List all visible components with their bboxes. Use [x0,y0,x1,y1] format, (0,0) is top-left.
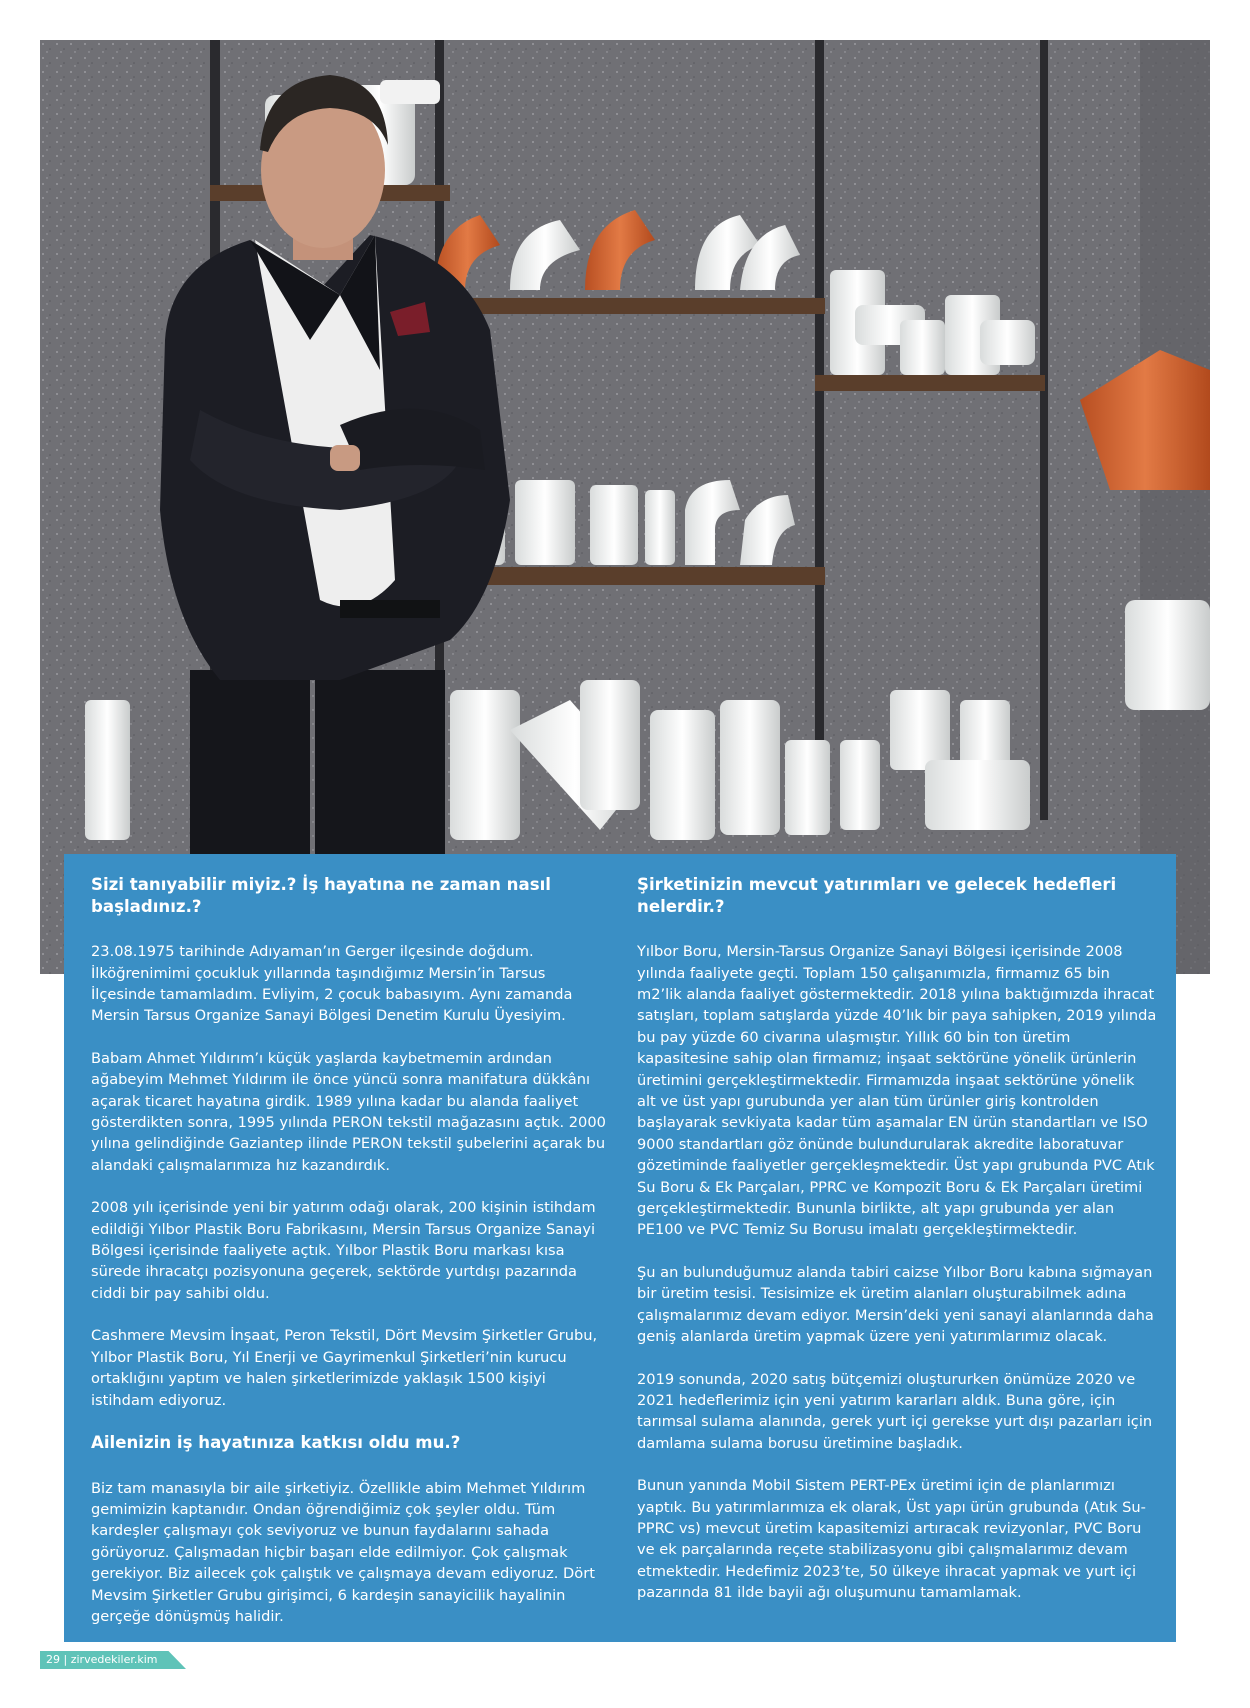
interview-panel [64,854,1176,1642]
page-number: 29 [46,1653,60,1666]
question-heading: Ailenizin iş hayatınıza katkısı oldu mu.? [91,1432,461,1452]
answer-paragraph: 2008 yılı içerisinde yeni bir yatırım odağı olarak, 200 kişinin istihdam edildiği Yılbor Plastik Boru Fabrikasını, Mersin Tarsus Organize Sanayi Bölgesi içerisinde faaliyete açtık. Yılbor Plastik Boru markası kısa sürede ihracatçı pozisyonuna geçerek, sektörde yurtdışı pazarında ciddi bir pay sahibi oldu. [91,1199,596,1302]
hero-photo [40,40,1210,974]
man-with-pipe-fittings-photo [40,40,1210,974]
question-heading: Sizi tanıyabilir miyiz.? İş hayatına ne zaman nasıl başladınız.? [91,875,551,916]
answer-paragraph: 2019 sonunda, 2020 satış bütçemizi oluştururken önümüze 2020 ve 2021 hedeflerimiz için yeni yatırım kararları aldık. Buna göre, için tarımsal sulama alanında, gerek yurt içi gerekse yurt dışı pazarları için damlama sulama borusu üretimine başladık. [637,1370,1153,1452]
site-name: zirvedekiler.kim [70,1653,158,1666]
answer-paragraph: Cashmere Mevsim İnşaat, Peron Tekstil, Dört Mevsim Şirketler Grubu, Yılbor Plastik Boru, Yıl Enerji ve Gayrimenkul Şirketleri’nin kurucu ortaklığını yaptım ve halen şirketlerimizde yaklaşık 1500 kişiyi istihdam ediyoruz. [91,1327,598,1409]
separator: | [63,1653,68,1666]
answer-paragraph: Babam Ahmet Yıldırım’ı küçük yaşlarda kaybetmemin ardından ağabeyim Mehmet Yıldırım ile önce yüncü sonra manifatura dükkânı açarak ticaret hayatına girdik. 1989 yılına kadar bu alanda faaliyet gösterdikten sonra, 1995 yılında PERON tekstil mağazasını açtık. 2000 yılına gelindiğinde Gaziantep ilinde PERON tekstil şubelerini açarak bu alandaki çalışmalarımıza hız kazandırdık. [91,1049,606,1174]
answer-paragraph: Şu an bulunduğumuz alanda tabiri caizse Yılbor Boru kabına sığmayan bir üretim tesisi. Tesisimize ek üretim alanları oluşturabilmek adına çalışmalarımız devam ediyor. Mersin’deki yeni sanayi alanlarında daha geniş alanlarda üretim yapmak üzere yeni yatırımlarımız olacak. [637,1263,1154,1346]
footer-text [46,1653,158,1666]
answer-paragraph: Bunun yanında Mobil Sistem PERT-PEx üretimi için de planlarımızı yaptık. Bu yatırımlarımıza ek olarak, Üst yapı ürün grubunda (Atık Su-PPRC vs) mevcut üretim kapasitemizi artıracak revizyonlar, PVC Boru ve ek parçalarında reçete stabilizasyonu gibi çalışmalarımız devam etmektedir. Hedefimiz 2023’te, 50 ülkeye ihracat yapmak ve yurt içi pazarında 81 ilde bayii ağı oluşumunu tamamlamak. [637,1477,1146,1602]
question-heading: Şirketinizin mevcut yatırımları ve gelecek hedefleri nelerdir.? [637,875,1117,916]
right-column [637,874,1157,1625]
left-column [91,874,611,1648]
page-footer [40,1651,186,1669]
answer-paragraph: 23.08.1975 tarihinde Adıyaman’ın Gerger ilçesinde doğdum. İlköğrenimimi çocukluk yıllarında taşındığımız Mersin’in Tarsus İlçesinde tamamladım. Evliyim, 2 çocuk babasıyım. Aynı zamanda Mersin Tarsus Organize Sanayi Bölgesi Denetim Kurulu Üyesiyim. [91,943,573,1025]
answer-paragraph: Yılbor Boru, Mersin-Tarsus Organize Sanayi Bölgesi içerisinde 2008 yılında faaliyete geçti. Toplam 150 çalışanımızla, firmamız 65 bin m2’lik alanda faaliyet göstermektedir. 2018 yılına baktığımızda ihracat satışları, toplam satışlarda yüzde 40’lık bir paya sahipken, 2019 yılında bu pay yüzde 60 civarına ulaşmıştır. Yıllık 60 bin ton üretim kapasitesine sahip olan firmamız; inşaat sektörüne yönelik ürünlerin üretimini gerçekleştirmektedir. Firmamızda inşaat sektörüne yönelik alt ve üst yapı gurubunda yer alan tüm ürünler giriş kontrolden başlayarak sevkiyata kadar tüm aşamalar EN ürün standartları ve ISO 9000 standartları göz önünde bulundurularak akredite laboratuvar gözetiminde faaliyetler gerçekleşmektedir. Üst yapı grubunda PVC Atık Su Boru & Ek Parçaları, PPRC ve Kompozit Boru & Ek Parçaları üretimi gerçekleştirmektedir. Bununla birlikte, alt yapı grubunda yer alan PE100 ve PVC Temiz Su Borusu imalatı gerçekleştirmektedir. [637,943,1157,1239]
answer-paragraph: Biz tam manasıyla bir aile şirketiyiz. Özellikle abim Mehmet Yıldırım gemimizin kaptanıdır. Ondan öğrendiğimiz çok şeyler oldu. Tüm kardeşler çalışmayı çok seviyoruz ve bunun faydalarını sahada görüyoruz. Çalışmadan hiçbir başarı elde edilmiyor. Çok çalışmak gerekiyor. Biz ailecek çok çalıştık ve çalışmaya devam ediyoruz. Dört Mevsim Şirketler Grubu girişimci, 6 kardeşin sanayicilik hayalinin gerçeğe dönüşmüş halidir. [91,1479,595,1625]
